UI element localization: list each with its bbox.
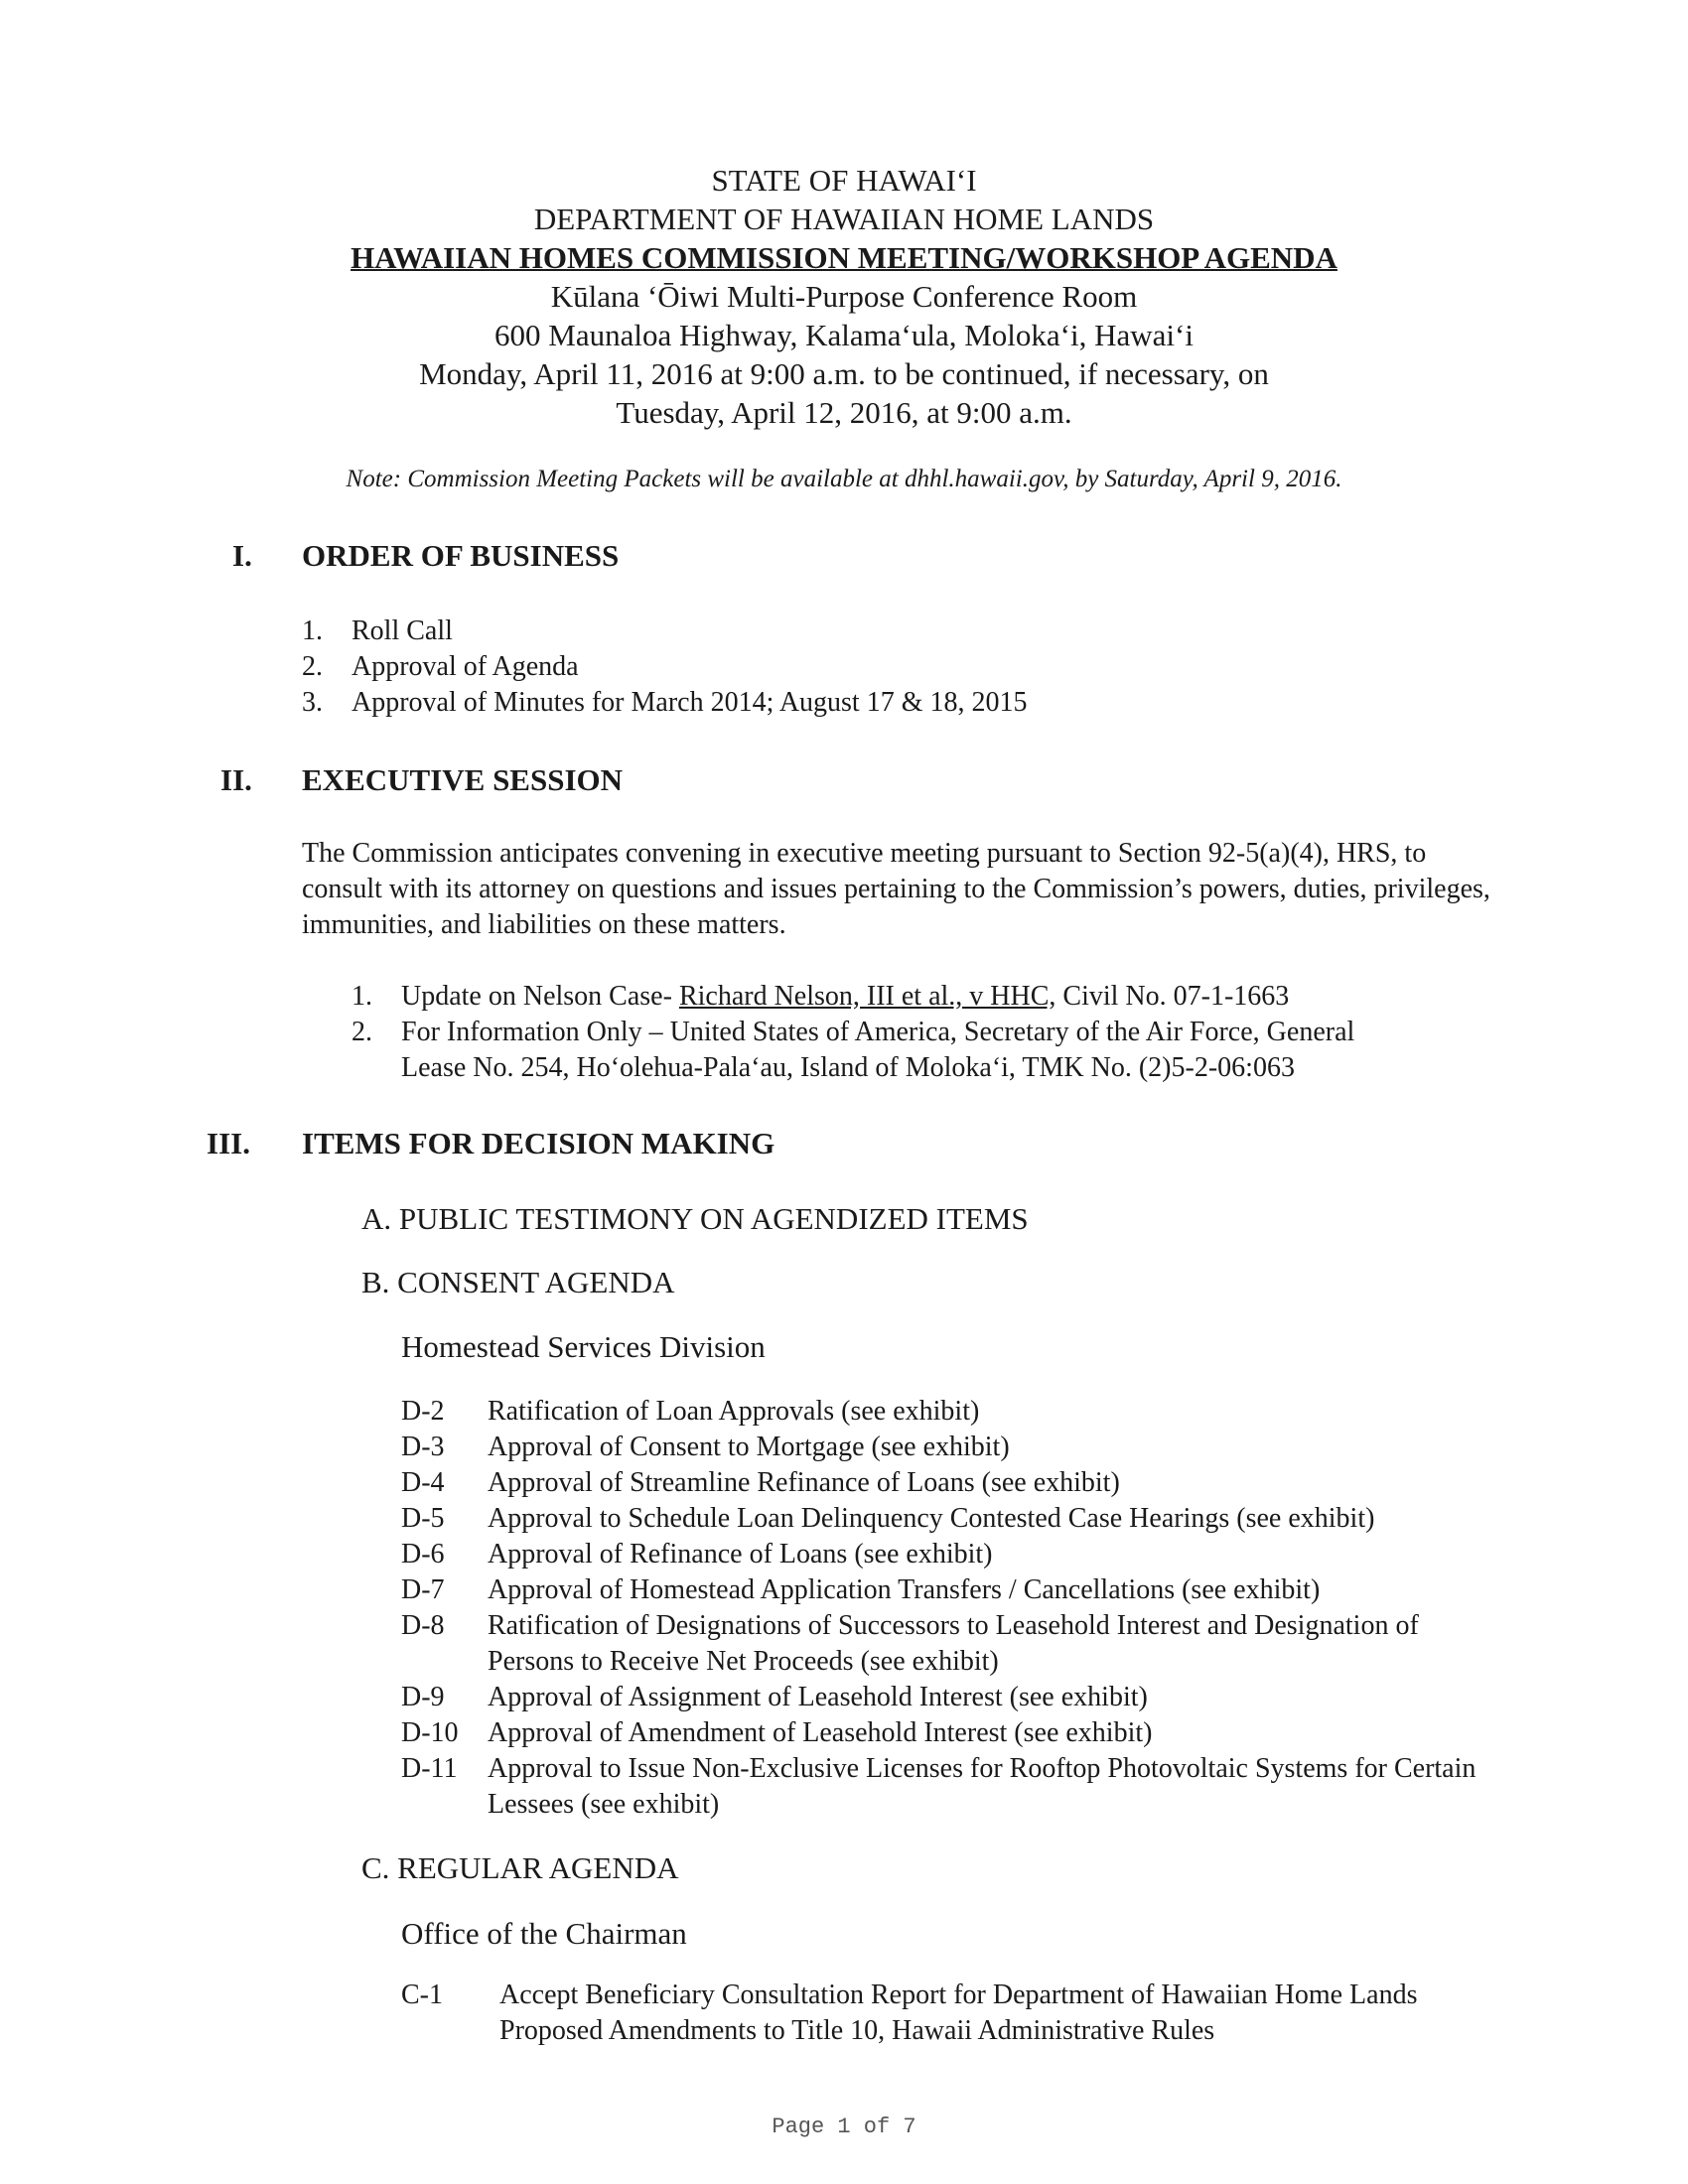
agenda-item: Accept Beneficiary Consultation Report for Department of Hawaiian Home Lands Proposed Amendments to Title 10, Hawaii Administrative Rules xyxy=(499,1979,1418,2046)
list-item-number: 2. xyxy=(352,1017,372,1047)
item-code: D-8 xyxy=(401,1610,445,1641)
list-item-number: 2. xyxy=(302,651,323,682)
section-2-title: EXECUTIVE SESSION xyxy=(302,762,624,797)
list-item-text: Update on Nelson Case- xyxy=(401,981,679,1012)
header-date-line-2: Tuesday, April 12, 2016, at 9:00 a.m. xyxy=(616,395,1072,430)
subsection-c: C. REGULAR AGENDA xyxy=(361,1850,679,1885)
agenda-title: HAWAIIAN HOMES COMMISSION MEETING/WORKSHOP AGENDA xyxy=(351,240,1337,275)
header-department: DEPARTMENT OF HAWAIIAN HOME LANDS xyxy=(533,202,1155,236)
item-code: D-5 xyxy=(401,1503,445,1534)
list-item: Approval of Agenda xyxy=(352,651,579,682)
item-code: D-10 xyxy=(401,1717,459,1748)
agenda-item: Approval of Refinance of Loans (see exhibit) xyxy=(488,1539,993,1570)
list-item-nelson-case xyxy=(401,979,1289,1015)
item-code: D-11 xyxy=(401,1753,458,1784)
list-item-number: 1. xyxy=(352,981,372,1012)
header-venue: Kūlana ‘Ōiwi Multi-Purpose Conference Room xyxy=(550,279,1138,314)
regular-division: Office of the Chairman xyxy=(401,1916,687,1951)
header-address: 600 Maunaloa Highway, Kalama‘ula, Moloka‘i, Hawai‘i xyxy=(494,318,1194,352)
packet-note: Note: Commission Meeting Packets will be available at dhhl.hawaii.gov, by Saturday, April 9, 2016. xyxy=(346,466,1342,492)
item-code: D-6 xyxy=(401,1539,445,1570)
list-item-line: For Information Only – United States of America, Secretary of the Air Force, General xyxy=(401,1017,1355,1047)
section-3-number: III. xyxy=(207,1126,250,1160)
header-state: STATE OF HAWAI‘I xyxy=(711,163,977,198)
item-code: D-3 xyxy=(401,1432,445,1462)
section-2-number: II. xyxy=(220,762,252,797)
list-item: Roll Call xyxy=(352,615,453,646)
page-number: Page 1 of 7 xyxy=(772,2115,916,2139)
list-item-line: Lease No. 254, Ho‘olehua-Pala‘au, Island of Moloka‘i, TMK No. (2)5-2-06:063 xyxy=(401,1052,1295,1083)
item-code: D-7 xyxy=(401,1574,445,1605)
section-1-number: I. xyxy=(232,538,252,573)
item-code: C-1 xyxy=(401,1979,443,2010)
agenda-item: Approval of Homestead Application Transfers / Cancellations (see exhibit) xyxy=(488,1574,1321,1605)
section-1-title: ORDER OF BUSINESS xyxy=(302,538,620,573)
consent-division: Homestead Services Division xyxy=(401,1329,766,1364)
agenda-item: Approval of Consent to Mortgage (see exhibit) xyxy=(488,1432,1010,1462)
item-code: D-2 xyxy=(401,1396,445,1427)
agenda-item: Approval of Streamline Refinance of Loans (see exhibit) xyxy=(488,1467,1120,1498)
item-code: D-4 xyxy=(401,1467,445,1498)
list-item-number: 1. xyxy=(302,615,323,646)
agenda-item: Approval of Assignment of Leasehold Interest (see exhibit) xyxy=(488,1682,1148,1712)
subsection-b: B. CONSENT AGENDA xyxy=(361,1265,675,1299)
item-code: D-9 xyxy=(401,1682,445,1712)
agenda-item: Approval to Schedule Loan Delinquency Contested Case Hearings (see exhibit) xyxy=(488,1503,1375,1534)
header-date-line-1: Monday, April 11, 2016 at 9:00 a.m. to be continued, if necessary, on xyxy=(419,356,1269,391)
section-3-title: ITEMS FOR DECISION MAKING xyxy=(302,1126,775,1160)
list-item: Approval of Minutes for March 2014; August 17 & 18, 2015 xyxy=(352,687,1028,718)
subsection-a: A. PUBLIC TESTIMONY ON AGENDIZED ITEMS xyxy=(361,1201,1029,1236)
agenda-item: Approval of Amendment of Leasehold Interest (see exhibit) xyxy=(488,1717,1153,1748)
agenda-item: Ratification of Loan Approvals (see exhibit) xyxy=(488,1396,980,1427)
agenda-item: Ratification of Designations of Successors to Leasehold Interest and Designation of Persons to Receive Net Proceeds (see exhibit) xyxy=(488,1610,1419,1677)
list-item-text: Civil No. 07-1-1663 xyxy=(1055,981,1290,1012)
agenda-item: Approval to Issue Non-Exclusive Licenses for Rooftop Photovoltaic Systems for Certain Lessees (see exhibit) xyxy=(488,1753,1477,1820)
case-name: Richard Nelson, III et al., v HHC, xyxy=(678,981,1056,1012)
executive-session-paragraph: The Commission anticipates convening in executive meeting pursuant to Section 92-5(a)(4), HRS, to consult with its attorney on questions and issues pertaining to the Commission’s powers, duties, privileges, immunities, and liabilities on these matters. xyxy=(302,838,1490,940)
list-item-number: 3. xyxy=(302,687,323,718)
